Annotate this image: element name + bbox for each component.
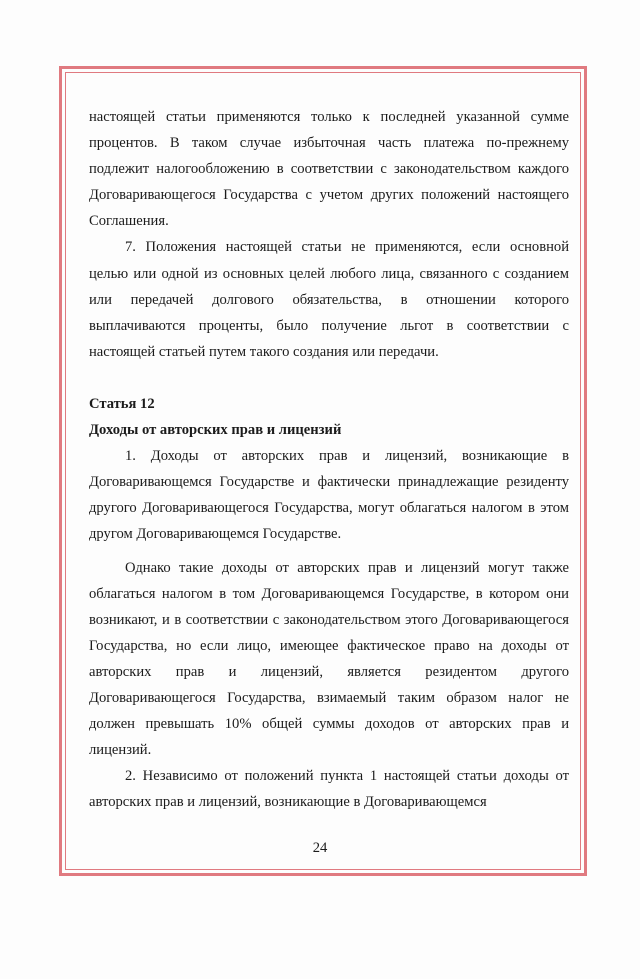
page-number: 24 [312,840,328,856]
article-title: Доходы от авторских прав и лицензий [89,422,342,439]
paragraph-however: Однако такие доходы от авторских прав и лицензий могут также облагаться налогом в том Договаривающемся Государстве, в котором они возникают, и в соответствии с законодательством этого Договаривающегося Государства, но если лицо, имеющее фактическое право на доходы от авторских прав и лицензий, является резидентом другого Договаривающегося Государства, взимаемый таким образом налог не должен превышать 10% общей суммы доходов от авторских прав и лицензий. [89,559,569,759]
paragraph-2: 2. Независимо от положений пункта 1 настоящей статьи доходы от авторских прав и лицензий, возникающие в Договаривающемся [89,768,569,811]
paragraph-1: 1. Доходы от авторских прав и лицензий, возникающие в Договаривающемся Государстве и фактически принадлежащие резиденту другого Договаривающегося Государства, могут облагаться налогом в этом другом Договаривающемся Государстве. [89,448,569,543]
paragraph-continuation: настоящей статьи применяются только к последней указанной сумме процентов. В таком случае избыточная часть платежа по-прежнему подлежит налогообложению в соответствии с законодательством каждого Договаривающегося Государства с учетом других положений настоящего Соглашения. [89,109,569,230]
paragraph-7: 7. Положения настоящей статьи не применяются, если основной целью или одной из основных целей любого лица, связанного с созданием или передачей долгового обязательства, в отношении которого выплачиваются проценты, было получение льгот в соответствии с настоящей статьей путем такого создания или передачи. [89,239,569,360]
document-body [89,104,569,815]
article-number: Статья 12 [89,395,155,412]
